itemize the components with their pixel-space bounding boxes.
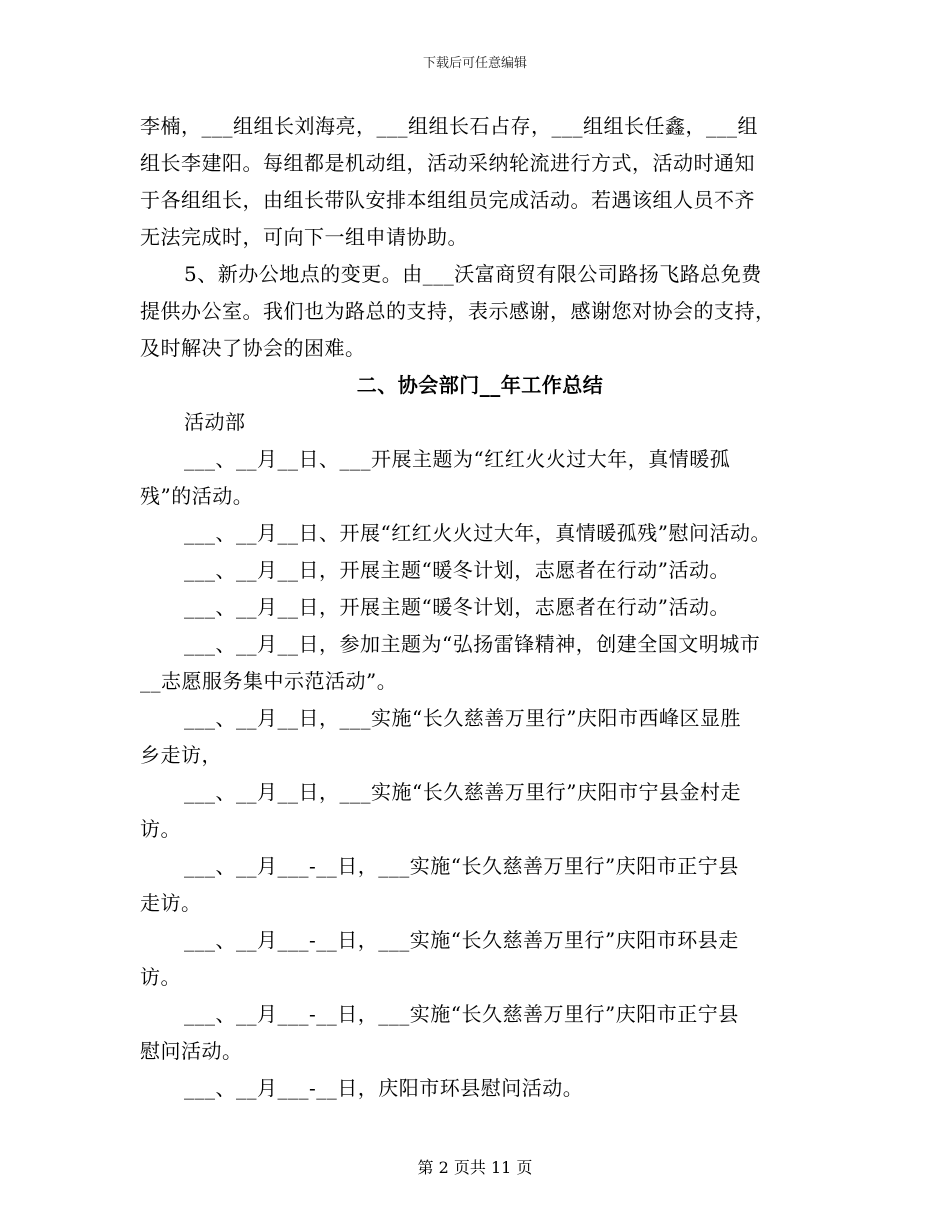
text-line: 及时解决了协会的困难。 (140, 336, 366, 360)
text-line: ___、__月__日，___实施“长久慈善万里行”庆阳市西峰区显胜 (184, 706, 741, 730)
text-line: ___、__月__日，开展主题“暖冬计划，志愿者在行动”活动。 (184, 558, 730, 582)
text-line: ___、__月__日，开展主题“暖冬计划，志愿者在行动”活动。 (184, 595, 730, 619)
text-line: ___、__月__日，参加主题为“弘扬雷锋精神，创建全国文明城市 (184, 632, 761, 656)
document-body (140, 108, 820, 1107)
text-line: 乡走访， (140, 743, 222, 767)
text-line: 残”的活动。 (140, 484, 254, 508)
text-line: 访。 (140, 965, 181, 989)
section-heading: 二、协会部门__年工作总结 (356, 373, 604, 397)
page-header: 下载后可任意编辑 (422, 56, 527, 71)
page-footer: 第 2 页共 11 页 (417, 1158, 533, 1177)
text-line: ___、__月___-__日，庆阳市环县慰问活动。 (184, 1076, 584, 1100)
text-line: 组长李建阳。每组都是机动组，活动采纳轮流进行方式，活动时通知 (140, 151, 755, 175)
text-line: ___、__月___-__日，___实施“长久慈善万里行”庆阳市环县走 (184, 928, 739, 952)
text-line: 提供办公室。我们也为路总的支持，表示感谢，感谢您对协会的支持， (140, 299, 776, 323)
text-line: 无法完成时，可向下一组申请协助。 (140, 225, 468, 249)
text-line: 5、新办公地点的变更。由___沃富商贸有限公司路扬飞路总免费 (184, 262, 762, 286)
text-line: ___、__月__日、___开展主题为“红红火火过大年，真情暖孤 (184, 447, 731, 471)
text-line: 访。 (140, 817, 181, 841)
text-line: ___、__月__日，___实施“长久慈善万里行”庆阳市宁县金村走 (184, 780, 741, 804)
text-line: ___、__月___-__日，___实施“长久慈善万里行”庆阳市正宁县 (184, 1002, 739, 1026)
text-line: 李楠，___组组长刘海亮，___组组长石占存，___组组长任鑫，___组 (140, 114, 758, 138)
text-line: 活动部 (184, 410, 246, 434)
text-line: ___、__月__日、开展“红红火火过大年，真情暖孤残”慰问活动。 (184, 521, 771, 545)
text-line: 于各组组长，由组长带队安排本组组员完成活动。若遇该组人员不齐 (140, 188, 755, 212)
text-line: ___、__月___-__日，___实施“长久慈善万里行”庆阳市正宁县 (184, 854, 739, 878)
text-line: __志愿服务集中示范活动”。 (140, 669, 398, 693)
text-line: 慰问活动。 (140, 1039, 243, 1063)
text-line: 走访。 (140, 891, 202, 915)
